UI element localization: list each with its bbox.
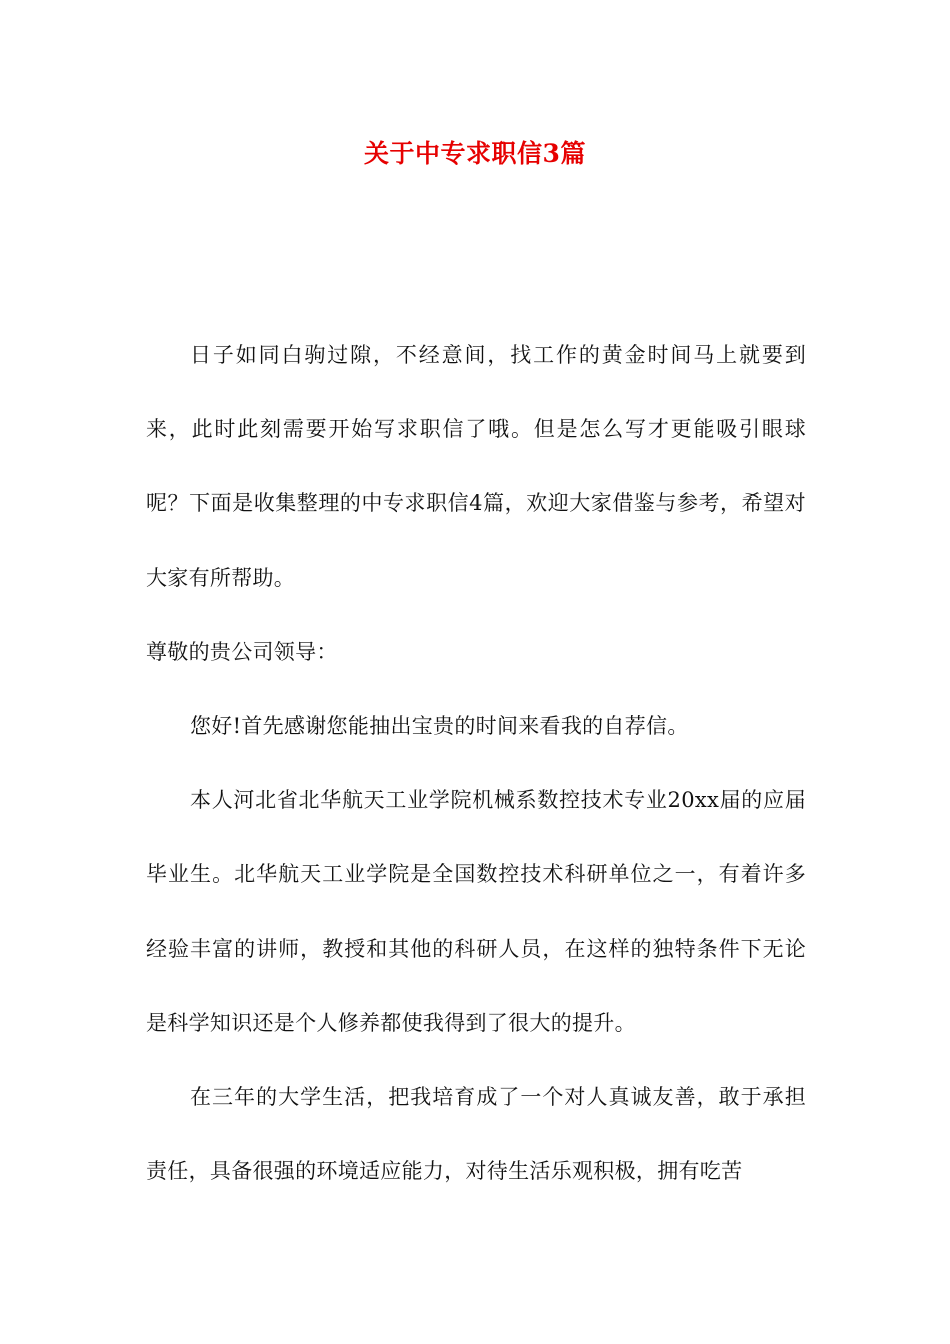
salutation: 尊敬的贵公司领导： [146,639,338,664]
background-paragraph: 本人河北省北华航天工业学院机械系数控技术专业20xx届的应届毕业生。北华航天工业学院是全国数控技术科研单位之一，有着许多经验丰富的讲师，教授和其他的科研人员，在这样的独特条件下无论是科学知识还是个人修养都使我得到了很大的提升。 [146,788,806,1035]
document-body [146,318,806,1208]
document-title: 关于中专求职信3篇 [364,139,586,168]
greeting-paragraph: 您好!首先感谢您能抽出宝贵的时间来看我的自荐信。 [190,714,689,739]
intro-paragraph: 日子如同白驹过隙，不经意间，找工作的黄金时间马上就要到来，此时此刻需要开始写求职信了哦。但是怎么写才更能吸引眼球呢？下面是收集整理的中专求职信4篇，欢迎大家借鉴与参考，希望对大家有所帮助。 [146,343,806,590]
college-life-paragraph: 在三年的大学生活，把我培育成了一个对人真诚友善，敢于承担责任，具备很强的环境适应能力，对待生活乐观积极，拥有吃苦 [146,1085,806,1184]
